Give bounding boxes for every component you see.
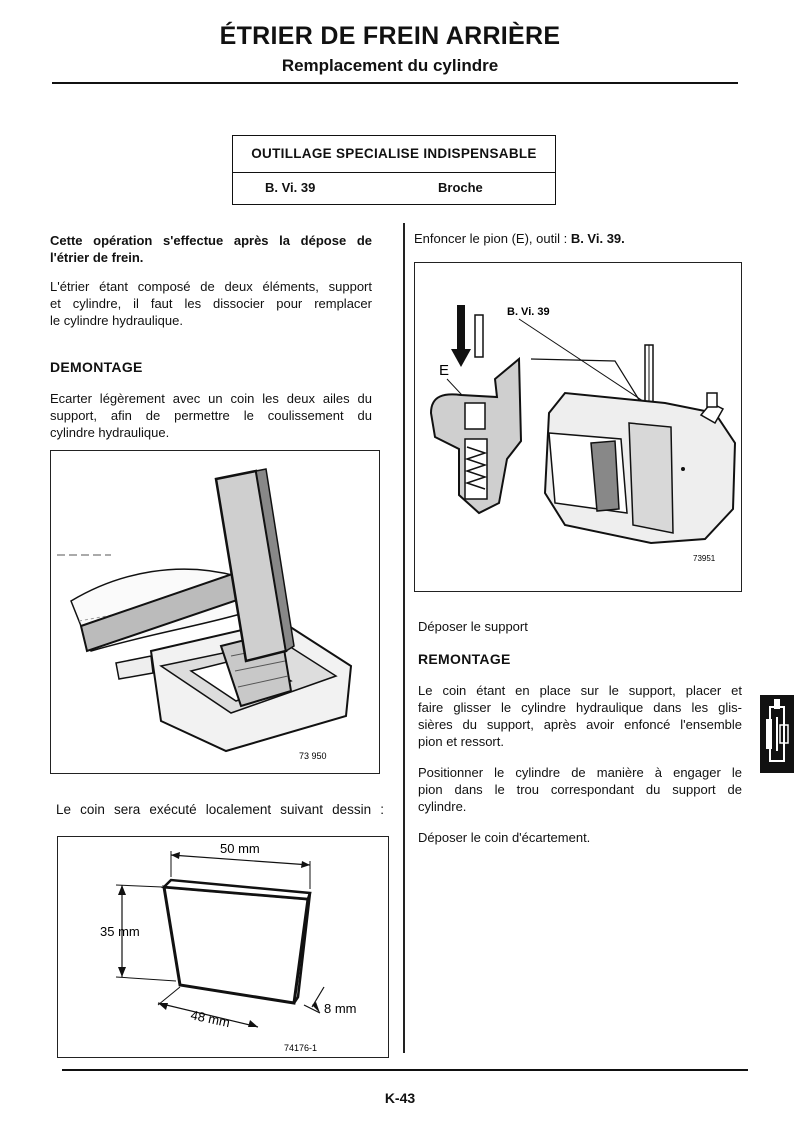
remove-support-text: Déposer le support	[418, 619, 528, 634]
hammer-wedge-illustration	[51, 451, 379, 773]
tools-table	[232, 135, 556, 205]
figure-hammer-wedge	[50, 450, 380, 774]
caliper-pin-illustration	[415, 263, 741, 591]
demontage-line: cylindre hydraulique.	[50, 425, 170, 440]
push-pin-line: Enfoncer le pion (E), outil :	[414, 231, 571, 246]
intro-text	[50, 232, 372, 266]
page-subtitle: Remplacement du cylindre	[281, 56, 499, 75]
dim-top-label: 50 mm	[220, 841, 260, 856]
footer-rule	[62, 1069, 748, 1071]
dim-height-label: 35 mm	[100, 924, 140, 939]
composition-line: le cylindre hydraulique.	[50, 313, 183, 328]
intro-line: l'étrier de frein.	[50, 250, 144, 265]
position-text	[418, 764, 742, 815]
wedge-dimension-drawing	[58, 837, 388, 1057]
column-divider	[403, 223, 405, 1053]
tool-code: B. Vi. 39	[265, 180, 316, 195]
remontage-text	[418, 682, 742, 750]
tool-label: B. Vi. 39	[507, 306, 550, 318]
tools-table-heading: OUTILLAGE SPECIALISE INDISPENSABLE	[233, 136, 555, 173]
demontage-line: Ecarter légèrement avec un coin les deux ailes du	[50, 391, 372, 406]
tool-description: Broche	[438, 180, 483, 195]
figure-wedge-dimensions	[57, 836, 389, 1058]
position-line: pion dans le trou correspondant du support de	[418, 782, 742, 797]
dim-bottom-label: 48 mm	[189, 1007, 232, 1031]
section-tab	[760, 695, 794, 773]
page-title: ÉTRIER DE FREIN ARRIÈRE	[219, 22, 561, 50]
brake-caliper-icon	[760, 695, 794, 773]
demontage-text	[50, 390, 372, 441]
remontage-heading: REMONTAGE	[418, 651, 511, 667]
push-pin-text	[414, 230, 750, 247]
header-rule	[52, 82, 738, 84]
composition-text	[50, 278, 372, 329]
composition-line: et cylindre, il faut les dissocier pour remplacer	[50, 296, 372, 311]
wedge-caption: Le coin sera exécuté localement suivant dessin :	[56, 802, 384, 817]
remontage-line: sières du support, après avoir enfoncé l'ensemble	[418, 717, 742, 732]
page-number: K-43	[384, 1090, 416, 1106]
composition-line: L'étrier étant composé de deux éléments, support	[50, 279, 372, 294]
remove-wedge-text: Déposer le coin d'écartement.	[418, 830, 591, 845]
remontage-line: pion et ressort.	[418, 734, 504, 749]
remontage-line: faire glisser le cylindre hydraulique dans les glis-	[418, 700, 742, 715]
dim-thickness-label: 8 mm	[324, 1001, 357, 1016]
push-pin-tool: B. Vi. 39.	[570, 231, 625, 246]
intro-line: Cette opération s'effectue après la dépose de	[50, 233, 372, 248]
figure-ref-label: 74176-1	[284, 1043, 318, 1053]
demontage-line: support, afin de permettre le coulissement du	[50, 408, 372, 423]
figure-ref-label: 73 950	[299, 751, 327, 761]
position-line: Positionner le cylindre de manière à engager le	[418, 765, 742, 780]
demontage-heading: DEMONTAGE	[50, 359, 143, 375]
pin-label: E	[439, 362, 450, 379]
figure-caliper-pin	[414, 262, 742, 592]
remontage-line: Le coin étant en place sur le support, placer et	[418, 683, 742, 698]
position-line: cylindre.	[418, 799, 467, 814]
figure-ref-label: 73951	[693, 554, 716, 563]
